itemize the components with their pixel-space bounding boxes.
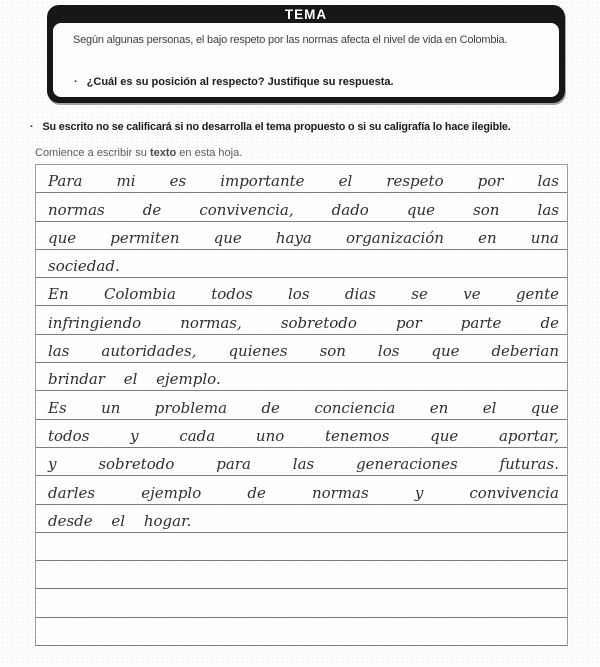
essay-line: Es un problema de conciencia en el que: [36, 391, 567, 419]
bullet-icon: ·: [30, 121, 34, 133]
essay-line: normas de convivencia, dado que son las: [36, 193, 567, 221]
essay-line: [36, 561, 567, 589]
essay-line: darles ejemplo de normas y convivencia: [36, 476, 567, 504]
essay-line: las autoridades, quienes son los que deberian: [36, 335, 567, 363]
start-instruction-bold: texto: [149, 147, 177, 159]
tema-inner-panel: [53, 23, 559, 97]
essay-line: Para mi es importante el respeto por las: [36, 165, 567, 193]
start-instruction-after: en esta hoja.: [179, 147, 243, 159]
tema-header-box: [47, 5, 565, 103]
tema-prompt-text: Según algunas personas, el bajo respeto por las normas afecta el nivel de vida en Colombia.: [73, 34, 508, 46]
essay-line: sociedad.: [36, 250, 567, 278]
essay-line: infringiendo normas, sobretodo por parte de: [36, 306, 567, 334]
bullet-icon: ·: [74, 76, 78, 88]
essay-line: que permiten que haya organización en una: [36, 222, 567, 250]
warning-note-text: Su escrito no se calificará si no desarrolla el tema propuesto o si su caligrafía lo hace ilegible.: [42, 121, 511, 133]
essay-line: [36, 589, 567, 617]
tema-question-row: [73, 76, 543, 88]
essay-line: todos y cada uno tenemos que aportar,: [36, 420, 567, 448]
tema-title: TEMA: [284, 7, 328, 22]
start-instruction: [35, 147, 242, 159]
essay-line: brindar el ejemplo.: [36, 363, 567, 391]
essay-writing-area: [35, 164, 568, 646]
tema-question-text: ¿Cuál es su posición al respecto? Justifique su respuesta.: [86, 76, 394, 88]
start-instruction-before: Comience a escribir su: [35, 147, 147, 159]
essay-line: desde el hogar.: [36, 505, 567, 533]
warning-note-row: [30, 121, 511, 133]
essay-line: En Colombia todos los dias se ve gente: [36, 278, 567, 306]
essay-line: [36, 533, 567, 561]
essay-line: [36, 618, 567, 646]
essay-line: y sobretodo para las generaciones futuras.: [36, 448, 567, 476]
